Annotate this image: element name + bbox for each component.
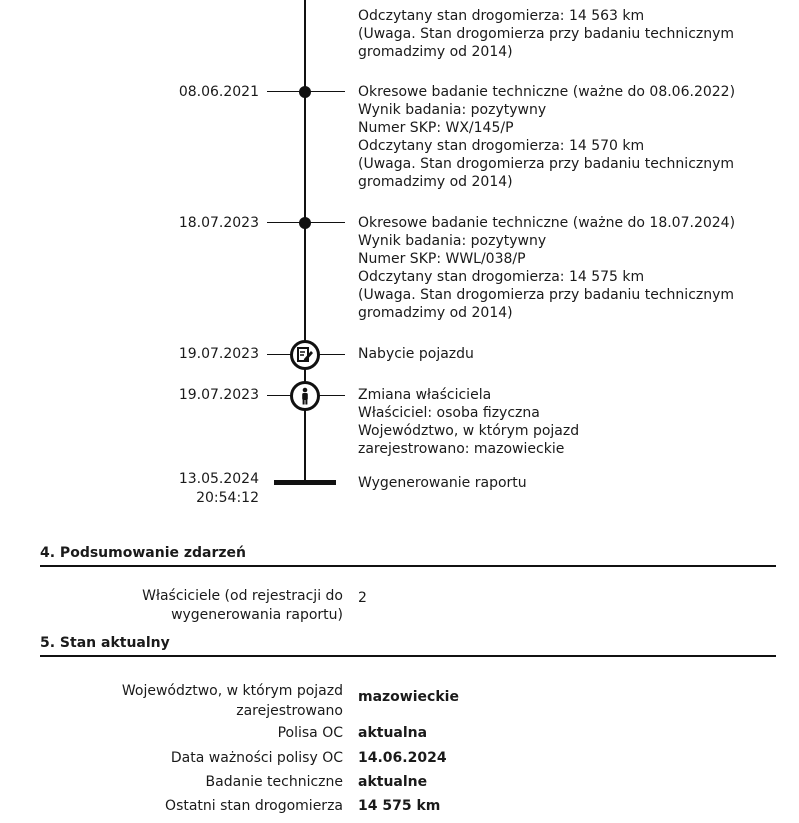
timeline-entry-line: Numer SKP: WWL/038/P	[358, 251, 526, 267]
timeline-entry-line: Numer SKP: WX/145/P	[358, 120, 514, 136]
timeline-entry-line: Nabycie pojazdu	[358, 346, 474, 362]
section-divider	[40, 655, 776, 657]
state-label: Ostatni stan drogomierza	[165, 798, 343, 814]
timeline-date: 13.05.2024	[178, 471, 259, 487]
timeline-entry-line: (Uwaga. Stan drogomierza przy badaniu technicznym	[358, 156, 735, 172]
state-value: aktualna	[358, 725, 428, 741]
timeline-date: 18.07.2023	[178, 215, 259, 231]
timeline-entry-top-line: (Uwaga. Stan drogomierza przy badaniu technicznym	[358, 26, 735, 42]
owners-label: Właściciele (od rejestracji do	[142, 588, 343, 604]
state-value: 14 575 km	[358, 798, 441, 814]
timeline-entry-line: gromadzimy od 2014)	[358, 174, 513, 190]
timeline-entry-line: zarejestrowano: mazowieckie	[358, 441, 565, 457]
timeline-dot	[299, 217, 311, 229]
document-edit-icon	[290, 340, 320, 370]
timeline-axis	[304, 0, 306, 484]
state-value: mazowieckie	[358, 689, 459, 705]
timeline-entry-line: Odczytany stan drogomierza: 14 570 km	[358, 138, 645, 154]
state-label: zarejestrowano	[236, 703, 343, 719]
timeline-entry-line: (Uwaga. Stan drogomierza przy badaniu technicznym	[358, 287, 735, 303]
timeline-entry-line: Wynik badania: pozytywny	[358, 102, 547, 118]
timeline-entry-line: Okresowe badanie techniczne (ważne do 18.07.2024)	[358, 215, 736, 231]
state-label: Data ważności polisy OC	[170, 750, 343, 766]
owners-label: wygenerowania raportu)	[171, 607, 343, 623]
timeline-dot	[299, 86, 311, 98]
state-label: Polisa OC	[277, 725, 343, 741]
timeline-end-bar	[274, 480, 336, 485]
timeline-date: 19.07.2023	[178, 346, 259, 362]
timeline-entry-top-line: Odczytany stan drogomierza: 14 563 km	[358, 8, 645, 24]
owners-value: 2	[358, 590, 367, 606]
section-divider	[40, 565, 776, 567]
timeline-entry-line: Województwo, w którym pojazd	[358, 423, 580, 439]
section-title-summary: 4. Podsumowanie zdarzeń	[40, 545, 246, 561]
section-title-current-state: 5. Stan aktualny	[40, 635, 170, 651]
timeline-entry-top-line: gromadzimy od 2014)	[358, 44, 513, 60]
timeline-date: 19.07.2023	[178, 387, 259, 403]
timeline-entry-line: Wynik badania: pozytywny	[358, 233, 547, 249]
timeline-entry-line: Odczytany stan drogomierza: 14 575 km	[358, 269, 645, 285]
state-label: Województwo, w którym pojazd	[121, 683, 343, 699]
state-label: Badanie techniczne	[205, 774, 343, 790]
person-icon	[290, 381, 320, 411]
timeline-date: 08.06.2021	[178, 84, 259, 100]
state-value: 14.06.2024	[358, 750, 447, 766]
timeline-entry-line: Zmiana właściciela	[358, 387, 492, 403]
timeline-entry-line: gromadzimy od 2014)	[358, 305, 513, 321]
timeline-entry-line: Właściciel: osoba fizyczna	[358, 405, 540, 421]
timeline-entry-line: Okresowe badanie techniczne (ważne do 08.06.2022)	[358, 84, 736, 100]
timeline-time: 20:54:12	[196, 490, 259, 506]
state-value: aktualne	[358, 774, 428, 790]
timeline-entry-line: Wygenerowanie raportu	[358, 475, 527, 491]
